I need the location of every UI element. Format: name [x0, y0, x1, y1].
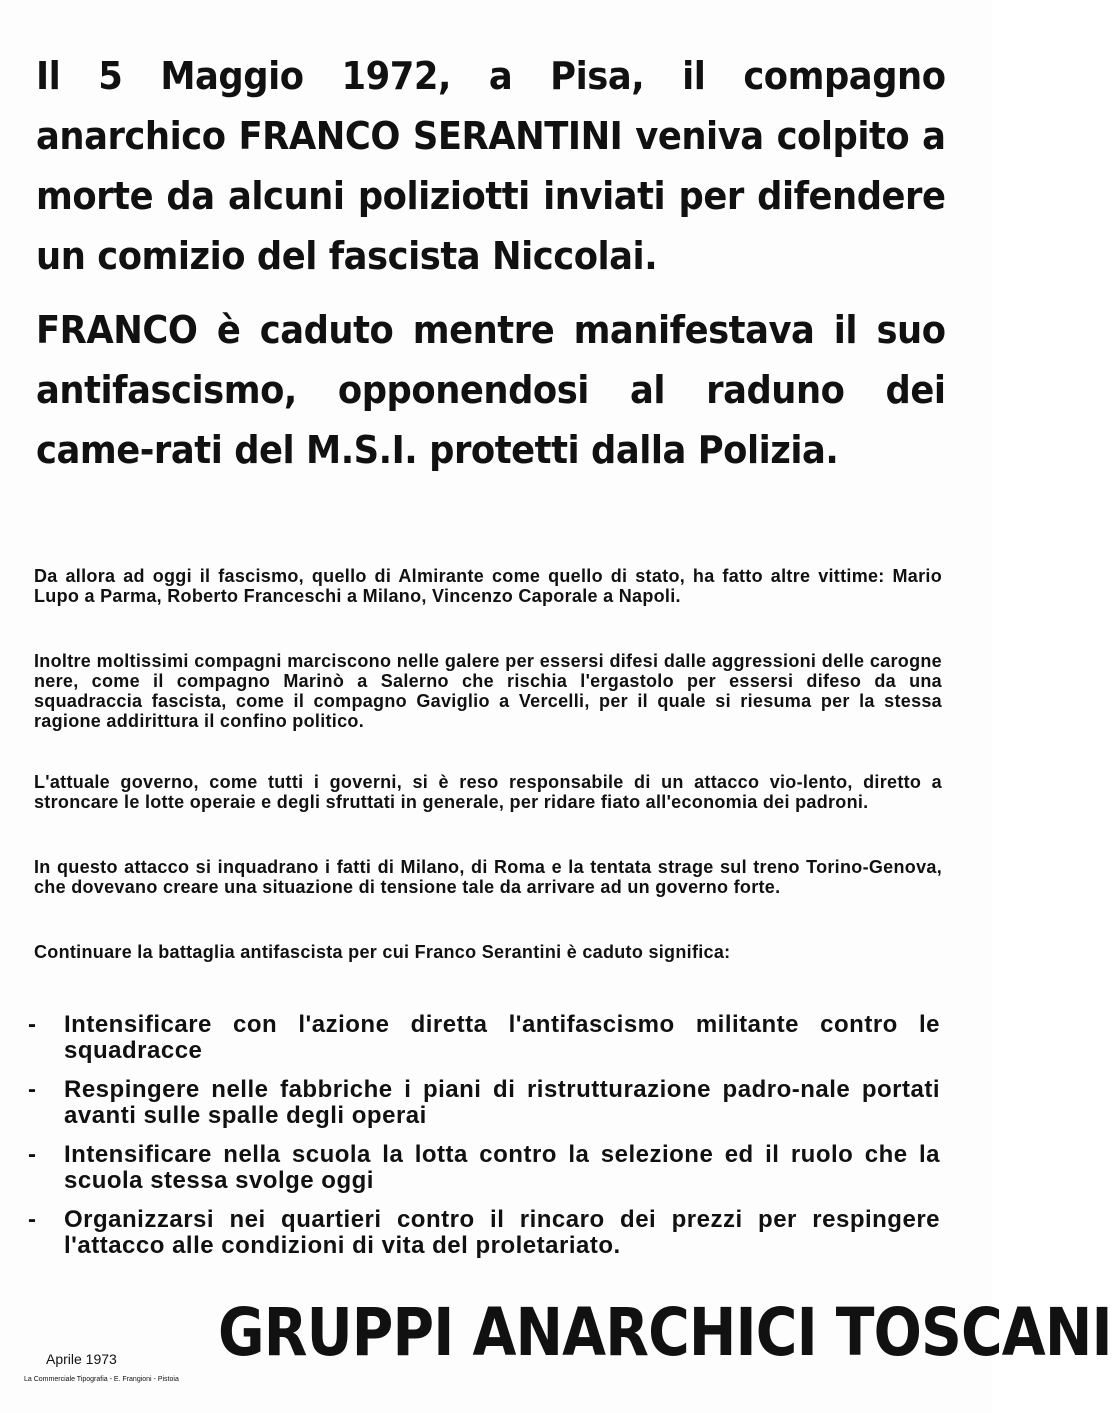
headline-text: FRANCO è caduto mentre manifestava il suo antifascismo, opponendosi al raduno dei came-rati del M.S.I. protetti dalla Polizia. [36, 308, 946, 472]
dash-bullet: - [28, 1206, 37, 1233]
headline-paragraph-1 [36, 46, 946, 286]
dash-bullet: - [28, 1076, 37, 1103]
body-text: In questo attacco si inquadrano i fatti di Milano, di Roma e la tentata strage sul treno Torino-Genova, che dovevano creare una situazione di tensione tale da arrivare ad un governo forte. [34, 857, 942, 897]
body-text: Da allora ad oggi il fascismo, quello di Almirante come quello di stato, ha fatto altre vittime: Mario Lupo a Parma, Roberto Franceschi a Milano, Vincenzo Caporale a Napoli. [34, 566, 942, 606]
date-line: Aprile 1973 [46, 1351, 117, 1367]
dash-bullet: - [28, 1141, 37, 1168]
headline-paragraph-2 [36, 300, 946, 480]
demand-text: Intensificare nella scuola la lotta contro la selezione ed il ruolo che la scuola stessa svolge oggi [64, 1141, 940, 1194]
demand-item [28, 1077, 940, 1129]
printer-credit: La Commerciale Tipografia - E. Frangioni - Pistoia [24, 1376, 179, 1383]
demands-list [28, 1012, 940, 1272]
demand-text: Respingere nelle fabbriche i piani di ristrutturazione padro-nale portati avanti sulle spalle degli operai [64, 1076, 940, 1129]
demand-text: Intensificare con l'azione diretta l'antifascismo militante contro le squadracce [64, 1011, 940, 1064]
signature: GRUPPI ANARCHICI TOSCANI [218, 1294, 1112, 1371]
headline-text: Il 5 Maggio 1972, a Pisa, il compagno anarchico FRANCO SERANTINI veniva colpito a morte da alcuni poliziotti inviati per difendere un comizio del fascista Niccolai. [36, 54, 946, 278]
demand-item [28, 1142, 940, 1194]
demand-item [28, 1207, 940, 1259]
demand-item [28, 1012, 940, 1064]
body-text: Inoltre moltissimi compagni marciscono nelle galere per essersi difesi dalle aggressioni delle carogne nere, come il compagno Marinò a Salerno che rischia l'ergastolo per essersi difeso da una squadraccia fascista, come il compagno Gaviglio a Vercelli, per il quale si riesuma per la stessa ragione addirittura il confino politico. [34, 651, 942, 731]
body-text: L'attuale governo, come tutti i governi, si è reso responsabile di un attacco vio-lento, diretto a stroncare le lotte operaie e degli sfruttati in generale, per ridare fiato all'economia dei padroni. [34, 772, 942, 812]
body-paragraph-5 [34, 942, 942, 962]
body-paragraph-2 [34, 651, 942, 731]
body-text: Continuare la battaglia antifascista per cui Franco Serantini è caduto significa: [34, 942, 731, 962]
body-paragraph-4 [34, 857, 942, 897]
body-paragraph-3 [34, 772, 942, 812]
dash-bullet: - [28, 1011, 37, 1038]
demand-text: Organizzarsi nei quartieri contro il rincaro dei prezzi per respingere l'attacco alle condizioni di vita del proletariato. [64, 1206, 940, 1259]
body-paragraph-1 [34, 566, 942, 606]
